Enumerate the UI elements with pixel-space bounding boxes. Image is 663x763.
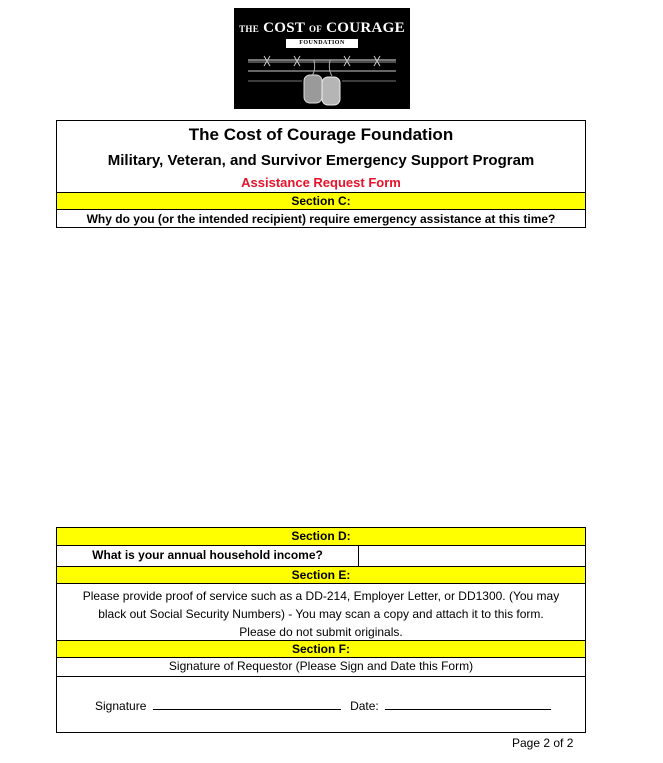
signature-line[interactable] [153, 697, 341, 710]
logo-title-of: OF [308, 24, 323, 34]
section-c-answer-area[interactable] [56, 230, 586, 525]
section-f-header: Section F: [57, 640, 585, 658]
sections-d-e-f-box [56, 527, 586, 733]
program-title: Military, Veteran, and Survivor Emergency Support Program [107, 152, 535, 169]
section-c-header: Section C: [57, 192, 585, 210]
section-c-question: Why do you (or the intended recipient) require emergency assistance at this time? [86, 212, 556, 226]
barbed-wire-dog-tags-icon [234, 50, 410, 109]
instruction-line-2: black out Social Security Numbers) - You may scan a copy and attach it to this form. [98, 607, 544, 621]
date-label: Date: [350, 699, 379, 713]
signature-label: Signature [95, 699, 147, 713]
page-number: Page 2 of 2 [512, 736, 574, 750]
section-d-header: Section D: [57, 528, 585, 546]
foundation-logo [234, 8, 410, 109]
income-input[interactable] [359, 546, 585, 566]
instruction-line-3: Please do not submit originals. [239, 625, 403, 639]
income-question: What is your annual household income? [57, 546, 359, 566]
proof-of-service-instructions [57, 587, 585, 642]
logo-title [234, 20, 410, 37]
page-title: The Cost of Courage Foundation [188, 125, 454, 144]
logo-title-courage: COURAGE [326, 20, 405, 36]
form-title: Assistance Request Form [241, 175, 401, 190]
signature-row [95, 697, 551, 713]
section-e-header: Section E: [57, 566, 585, 584]
date-line[interactable] [385, 697, 551, 710]
signature-instruction: Signature of Requestor (Please Sign and Date this Form) [57, 659, 585, 677]
logo-title-the: THE [239, 24, 260, 34]
logo-title-cost: COST [263, 20, 305, 36]
logo-subtitle: FOUNDATION [286, 39, 358, 48]
header-section-c-box [56, 120, 586, 228]
instruction-line-1: Please provide proof of service such as a DD-214, Employer Letter, or DD1300. (You may [82, 589, 560, 603]
